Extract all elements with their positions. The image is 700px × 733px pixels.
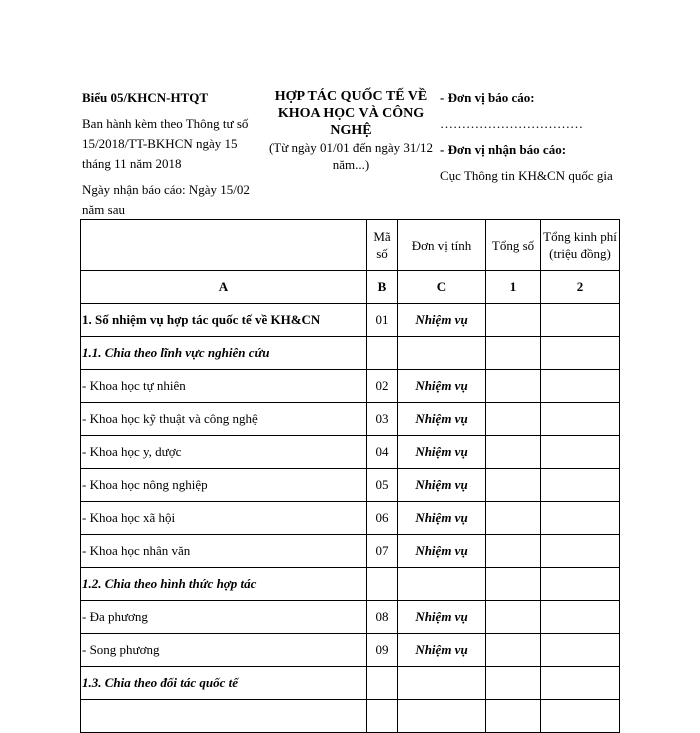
form-code: Biểu 05/KHCN-HTQT xyxy=(82,90,209,105)
row-code xyxy=(367,568,398,601)
row-code: 09 xyxy=(367,634,398,667)
row-budget-cell xyxy=(541,469,620,502)
row-total-cell xyxy=(486,700,541,733)
letter-a: A xyxy=(81,271,367,304)
row-budget-cell xyxy=(541,436,620,469)
table-row xyxy=(81,436,620,469)
row-unit: Nhiệm vụ xyxy=(398,535,486,568)
row-label: 1.3. Chia theo đối tác quốc tế xyxy=(81,667,367,700)
row-budget-cell xyxy=(541,370,620,403)
row-code xyxy=(367,667,398,700)
table-row xyxy=(81,337,620,370)
row-total-cell xyxy=(486,403,541,436)
row-label: 1.2. Chia theo hình thức hợp tác xyxy=(81,568,367,601)
table-row xyxy=(81,370,620,403)
row-unit xyxy=(398,667,486,700)
header-col-code: Mã số xyxy=(367,220,398,271)
header-col-unit: Đơn vị tính xyxy=(398,220,486,271)
row-unit: Nhiệm vụ xyxy=(398,634,486,667)
row-label: - Khoa học tự nhiên xyxy=(81,370,367,403)
row-unit: Nhiệm vụ xyxy=(398,304,486,337)
header-right xyxy=(440,88,640,186)
row-code xyxy=(367,700,398,733)
report-period: (Từ ngày 01/01 đến ngày 31/12 năm...) xyxy=(268,140,434,172)
row-code xyxy=(367,337,398,370)
row-label: - Khoa học nhân văn xyxy=(81,535,367,568)
reporting-unit-value: …………………………… xyxy=(440,116,583,131)
receiving-unit-value: Cục Thông tin KH&CN quốc gia xyxy=(440,168,613,183)
row-code: 06 xyxy=(367,502,398,535)
table-header-row xyxy=(81,220,620,271)
row-budget-cell xyxy=(541,502,620,535)
row-total-cell xyxy=(486,634,541,667)
table-row xyxy=(81,700,620,733)
header-col-a xyxy=(81,220,367,271)
row-label xyxy=(81,700,367,733)
row-budget-cell xyxy=(541,601,620,634)
row-code: 02 xyxy=(367,370,398,403)
receive-date-text: Ngày nhận báo cáo: Ngày 15/02 năm sau xyxy=(82,182,250,217)
reporting-unit-label: - Đơn vị báo cáo: xyxy=(440,90,535,105)
table-row xyxy=(81,601,620,634)
table-letter-row xyxy=(81,271,620,304)
row-total-cell xyxy=(486,601,541,634)
row-budget-cell xyxy=(541,403,620,436)
row-budget-cell xyxy=(541,667,620,700)
header-col-total: Tổng số xyxy=(486,220,541,271)
letter-2: 2 xyxy=(541,271,620,304)
letter-c: C xyxy=(398,271,486,304)
row-budget-cell xyxy=(541,568,620,601)
row-unit: Nhiệm vụ xyxy=(398,403,486,436)
row-code: 01 xyxy=(367,304,398,337)
row-label: - Khoa học xã hội xyxy=(81,502,367,535)
receiving-unit-label: - Đơn vị nhận báo cáo: xyxy=(440,142,567,157)
table-row xyxy=(81,667,620,700)
row-unit: Nhiệm vụ xyxy=(398,601,486,634)
row-total-cell xyxy=(486,337,541,370)
issued-by-text: Ban hành kèm theo Thông tư số 15/2018/TT-BKHCN ngày 15 tháng 11 năm 2018 xyxy=(82,116,249,171)
table-row xyxy=(81,568,620,601)
row-code: 04 xyxy=(367,436,398,469)
table-row xyxy=(81,403,620,436)
table-row xyxy=(81,535,620,568)
row-code: 08 xyxy=(367,601,398,634)
header-left xyxy=(82,88,267,220)
row-budget-cell xyxy=(541,337,620,370)
row-unit xyxy=(398,700,486,733)
row-budget-cell xyxy=(541,304,620,337)
row-label: - Đa phương xyxy=(81,601,367,634)
row-label: 1.1. Chia theo lĩnh vực nghiên cứu xyxy=(81,337,367,370)
row-budget-cell xyxy=(541,634,620,667)
row-total-cell xyxy=(486,667,541,700)
table-row xyxy=(81,502,620,535)
row-label: - Khoa học kỹ thuật và công nghệ xyxy=(81,403,367,436)
row-code: 03 xyxy=(367,403,398,436)
row-label: - Khoa học y, dược xyxy=(81,436,367,469)
row-unit: Nhiệm vụ xyxy=(398,436,486,469)
row-code: 05 xyxy=(367,469,398,502)
letter-1: 1 xyxy=(486,271,541,304)
row-unit xyxy=(398,337,486,370)
row-code: 07 xyxy=(367,535,398,568)
table-row xyxy=(81,304,620,337)
row-unit: Nhiệm vụ xyxy=(398,469,486,502)
table-row xyxy=(81,469,620,502)
row-label: - Song phương xyxy=(81,634,367,667)
header-col-budget: Tổng kinh phí (triệu đồng) xyxy=(541,220,620,271)
row-total-cell xyxy=(486,568,541,601)
row-unit: Nhiệm vụ xyxy=(398,502,486,535)
row-budget-cell xyxy=(541,700,620,733)
row-label: - Khoa học nông nghiệp xyxy=(81,469,367,502)
row-total-cell xyxy=(486,304,541,337)
report-title: HỢP TÁC QUỐC TẾ VỀ KHOA HỌC VÀ CÔNG NGHỆ xyxy=(274,89,428,138)
row-total-cell xyxy=(486,370,541,403)
row-total-cell xyxy=(486,436,541,469)
report-table xyxy=(80,219,620,733)
row-unit: Nhiệm vụ xyxy=(398,370,486,403)
row-label: 1. Số nhiệm vụ hợp tác quốc tế về KH&CN xyxy=(81,304,367,337)
letter-b: B xyxy=(367,271,398,304)
table-row xyxy=(81,634,620,667)
row-total-cell xyxy=(486,535,541,568)
row-total-cell xyxy=(486,502,541,535)
row-budget-cell xyxy=(541,535,620,568)
header-center xyxy=(262,88,440,173)
row-total-cell xyxy=(486,469,541,502)
row-unit xyxy=(398,568,486,601)
